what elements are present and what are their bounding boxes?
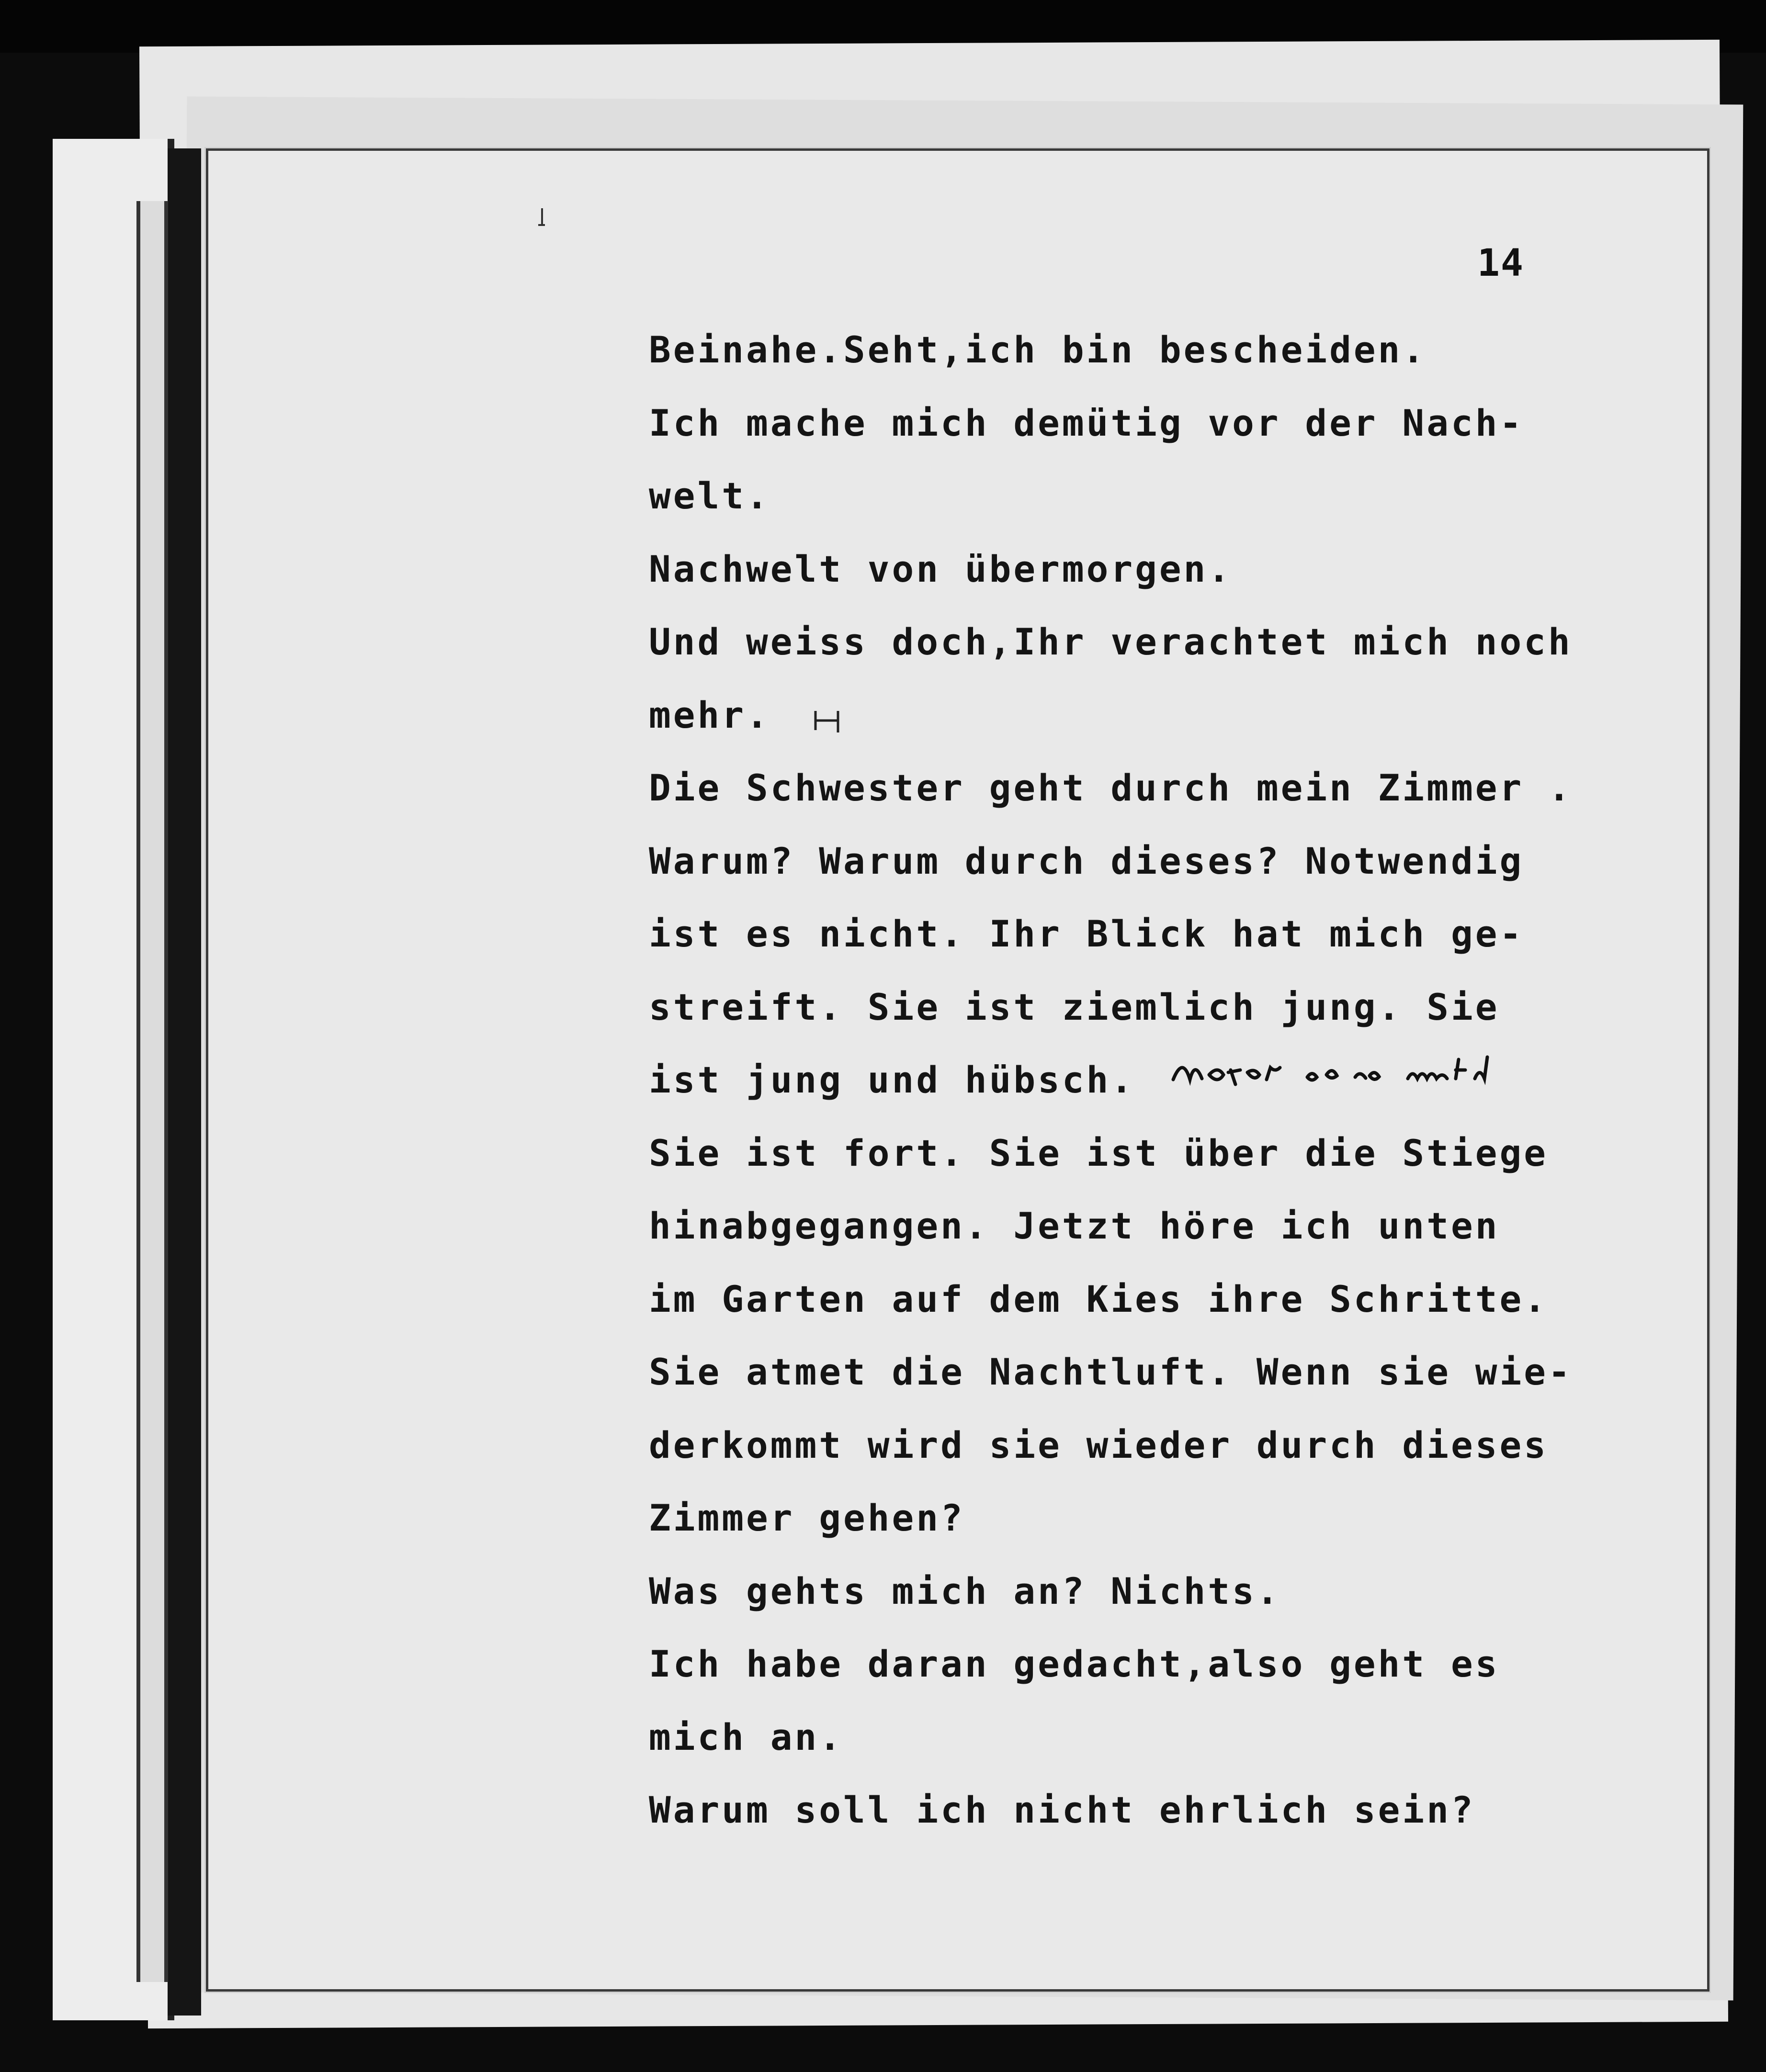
text-line: Sie ist fort. Sie ist über die Stiege (649, 1131, 1548, 1174)
text-line: Und weiss doch,Ihr verachtet mich noch (649, 620, 1573, 663)
text-line: Warum? Warum durch dieses? Notwendig (649, 839, 1524, 882)
text-line: ist jung und hübsch. (649, 1059, 1135, 1101)
text-line: Warum soll ich nicht ehrlich sein? (649, 1789, 1475, 1831)
text-line: Zimmer gehen? (649, 1497, 965, 1539)
text-line: Beinahe.Seht,ich bin bescheiden. (649, 328, 1427, 371)
text-line: ist es nicht. Ihr Blick hat mich ge- (649, 912, 1524, 955)
text-line: Ich mache mich demütig vor der Nach- (649, 401, 1524, 444)
text-line: Ich habe daran gedacht,also geht es (649, 1643, 1500, 1685)
stray-mark (536, 206, 551, 230)
text-line: welt. (649, 474, 770, 517)
text-line: derkommt wird sie wieder durch dieses (649, 1423, 1548, 1466)
handwritten-annotation (1168, 1051, 1542, 1094)
text-line: Sie atmet die Nachtluft. Wenn sie wie- (649, 1351, 1573, 1393)
folder-shadow (168, 148, 201, 2016)
page-number: 14 (1477, 242, 1524, 285)
text-line: Nachwelt von übermorgen. (649, 547, 1233, 590)
text-line: streift. Sie ist ziemlich jung. Sie (649, 985, 1500, 1028)
folder-inner-edge (136, 201, 168, 1982)
text-line: im Garten auf dem Kies ihre Schritte. (649, 1277, 1548, 1320)
text-line: Die Schwester geht durch mein Zimmer . (649, 766, 1573, 809)
text-line: hinabgegangen. Jetzt höre ich unten (649, 1205, 1500, 1247)
text-line: Was gehts mich an? Nichts. (649, 1569, 1281, 1612)
pencil-mark (812, 706, 845, 735)
text-line: mehr. (649, 693, 770, 736)
text-line: mich an. (649, 1715, 844, 1758)
